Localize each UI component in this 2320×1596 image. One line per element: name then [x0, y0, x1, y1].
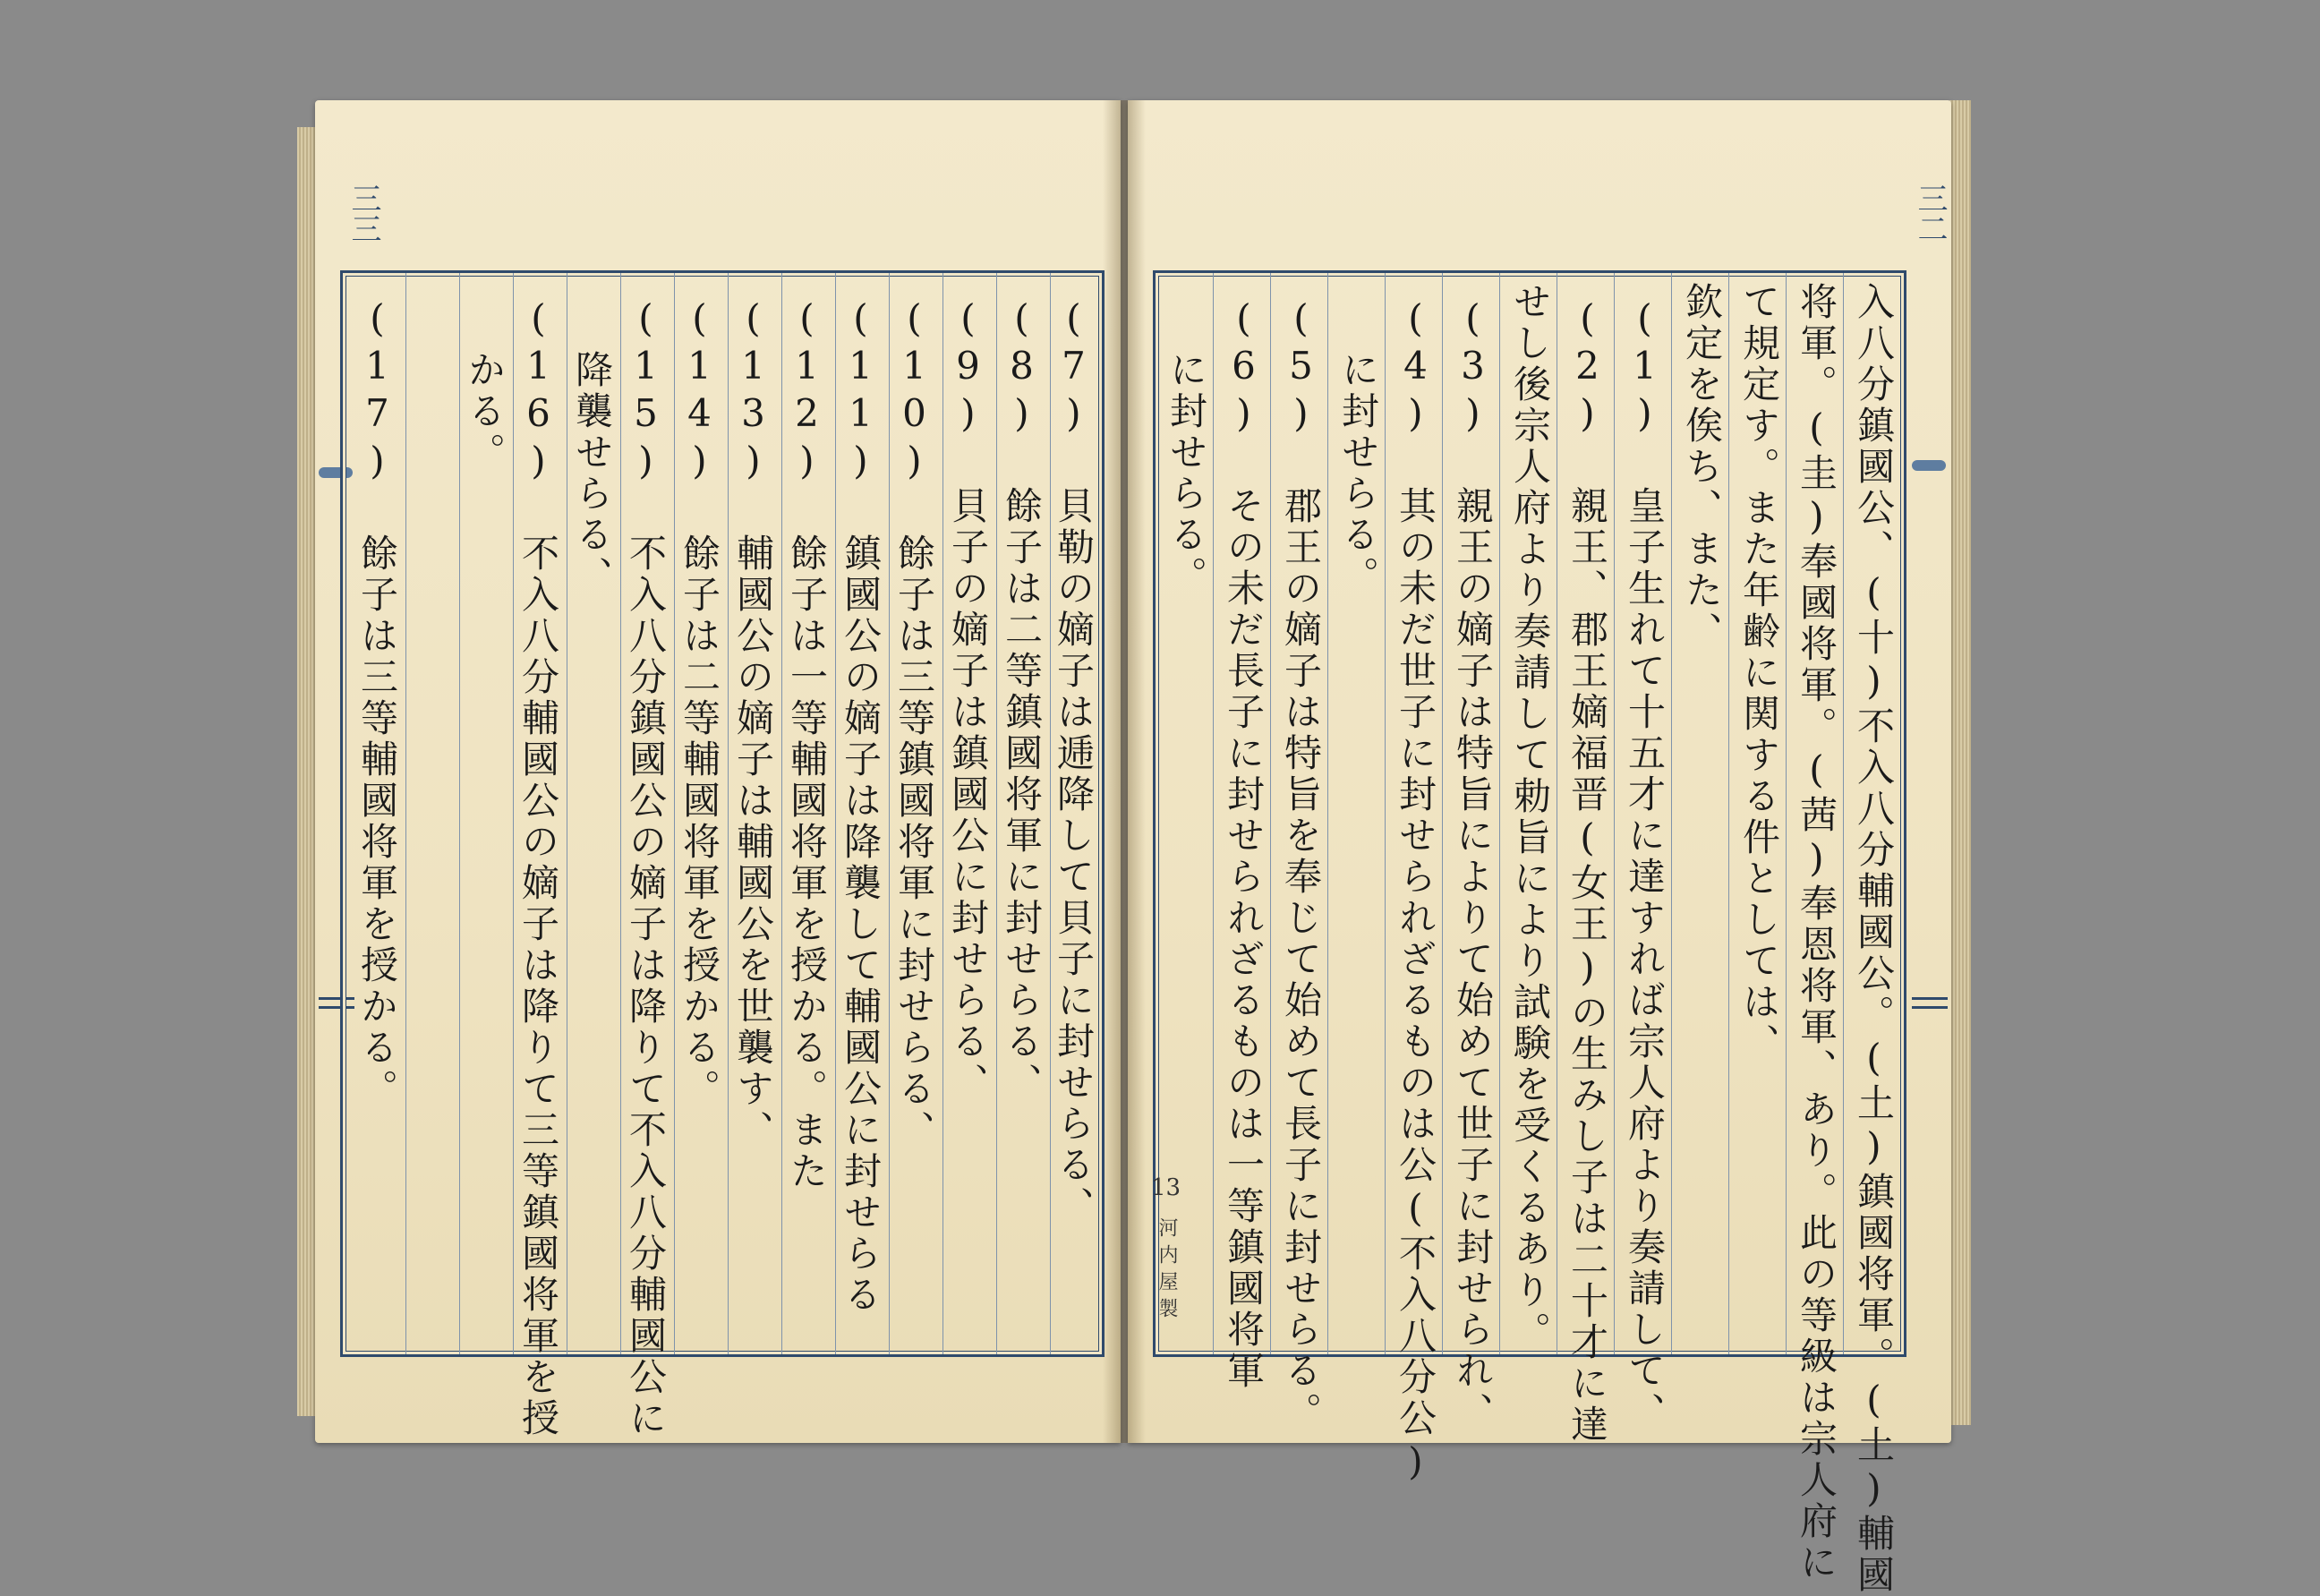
- text-column: (2) 親王、郡王嫡福晋(女王)の生みし子は二十才に達: [1565, 296, 1609, 1446]
- column-rule: [1270, 273, 1271, 1354]
- text-column: (13) 輔國公の嫡子は輔國公を世襲す、: [731, 296, 775, 1151]
- text-column: (17) 餘子は三等輔國将軍を授かる。: [355, 296, 399, 1110]
- text-column: (6) その未だ長子に封せられざるものは一等鎮國将軍: [1222, 296, 1266, 1392]
- text-column: に封せらる。: [1336, 350, 1380, 597]
- right-page: [1128, 100, 1951, 1596]
- gutter-maker-imprint: 河内屋製: [1156, 1217, 1178, 1325]
- right-fold-rule-2: [1912, 1006, 1948, 1009]
- text-column: (3) 親王の嫡子は特旨によりて始めて世子に封せられ、: [1451, 296, 1495, 1433]
- text-column: 欽定を俟ち、また、: [1680, 282, 1724, 653]
- column-rule: [1213, 273, 1214, 1354]
- column-rule: [1442, 273, 1443, 1354]
- right-text-frame: [1153, 270, 1906, 1596]
- column-rule: [1385, 273, 1386, 1354]
- text-column: (15) 不入八分鎮國公の嫡子は降りて不入八分輔國公に: [624, 296, 668, 1439]
- text-column: かる。: [463, 350, 507, 474]
- left-page-edge: [297, 127, 317, 1416]
- column-rule: [1614, 273, 1615, 1354]
- text-column: 入八分鎮國公、(十)不入八分輔國公。(土)鎮國将軍。(土)輔國: [1852, 282, 1896, 1596]
- right-page-edge: [1949, 100, 1971, 1425]
- text-column: て規定す。また年齢に関する件としては、: [1737, 282, 1781, 1064]
- text-column: (10) 餘子は三等鎮國将軍に封せらる、: [892, 296, 936, 1151]
- left-text-frame: [340, 270, 1105, 1439]
- text-column: (1) 皇子生れて十五才に達すれば宗人府より奏請して、: [1623, 296, 1667, 1433]
- text-column: (8) 餘子は二等鎮國将軍に封せらる、: [1000, 296, 1044, 1104]
- text-column: (12) 餘子は一等輔國将軍を授かる。また: [785, 296, 829, 1192]
- gutter-page-number: 13: [1151, 1174, 1181, 1201]
- text-column: (4) 其の未だ世子に封せられざるものは公(不入八分公): [1394, 296, 1437, 1487]
- column-rule: [1786, 273, 1787, 1354]
- text-column: 将軍。(圭)奉國将軍。(茜)奉恩将軍、あり。此の等級は宗人府に: [1795, 282, 1838, 1583]
- column-rule: [1327, 273, 1328, 1354]
- text-column: に封せらる。: [1164, 350, 1208, 597]
- right-folio: 三二: [1912, 183, 1948, 243]
- open-book: [297, 100, 1973, 1596]
- left-folio: 三三: [345, 183, 381, 243]
- right-fold-rule: [1912, 997, 1948, 1000]
- text-column: (9) 貝子の嫡子は鎮國公に封せらる、: [946, 296, 990, 1104]
- text-column: (16) 不入八分輔國公の嫡子は降りて三等鎮國将軍を授: [516, 296, 560, 1439]
- column-rule: [1671, 273, 1672, 1354]
- left-page: [315, 100, 1121, 1443]
- column-rule: [405, 273, 406, 1354]
- column-rule: [1843, 273, 1844, 1354]
- column-rule: [1728, 273, 1729, 1354]
- text-column: (14) 餘子は二等輔國将軍を授かる。: [678, 296, 721, 1110]
- column-rule: [1499, 273, 1500, 1354]
- text-column: (11) 鎮國公の嫡子は降襲して輔國公に封せらる: [839, 296, 883, 1316]
- text-column: (5) 郡王の嫡子は特旨を奉じて始めて長子に封せらる。: [1279, 296, 1323, 1433]
- text-column: 降襲せらる、: [570, 350, 614, 597]
- text-column: せし後宗人府より奏請して勅旨により試験を受くるあり。: [1508, 282, 1552, 1353]
- text-column: (7) 貝勒の嫡子は逓降して貝子に封せらる、: [1052, 296, 1096, 1227]
- right-margin-tab: [1912, 460, 1946, 471]
